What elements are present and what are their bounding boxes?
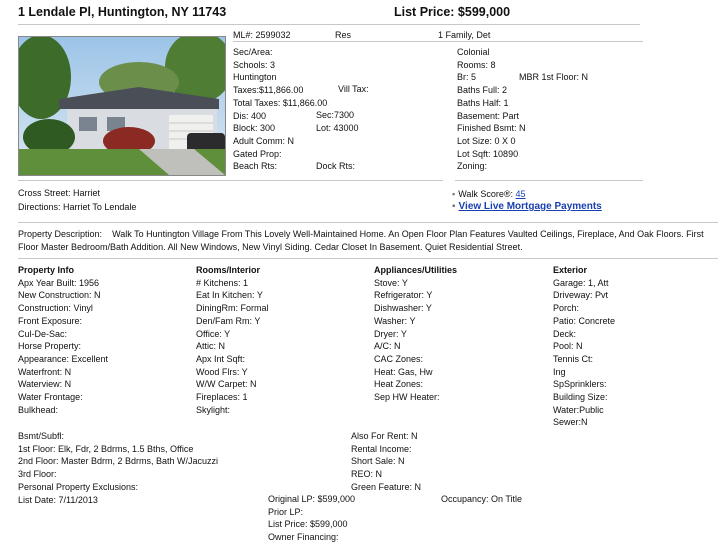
list-item: 3rd Floor: (18, 469, 57, 480)
list-item: Waterfront: N (18, 366, 72, 377)
list-item: Wood Flrs: Y (196, 366, 248, 377)
list-item: Also For Rent: N (351, 431, 418, 441)
detail-row: Adult Comm: N (233, 135, 295, 146)
property-photo (18, 36, 226, 176)
list-item: SpSprinklers: (553, 379, 607, 390)
list-item: List Price: $599,000 (268, 519, 348, 530)
detail-row: Baths Full: 2 (457, 85, 508, 96)
list-item: Owner Financing: (268, 532, 339, 543)
list-item: Ing (553, 366, 566, 377)
header-divider (18, 24, 640, 25)
listing-details-right (457, 46, 526, 173)
dock-rights: Dock Rts: (316, 161, 356, 171)
walk-score-link[interactable]: 45 (515, 189, 526, 199)
detail-row: Taxes:$11,866.00 (233, 85, 304, 96)
section-title: Appliances/Utilities (374, 265, 458, 275)
list-item: New Construction: N (18, 290, 101, 301)
list-item: Front Exposure: (18, 315, 83, 326)
list-item: Horse Property: (18, 341, 82, 352)
property-info-section (18, 264, 108, 416)
directions: Directions: Harriet To Lendale (18, 202, 137, 212)
bullet-icon: ▪ (452, 201, 456, 212)
mortgage-row (452, 201, 602, 212)
list-item: Waterview: N (18, 379, 72, 390)
detail-row: Br: 5 (457, 72, 477, 83)
list-item: Cul-De-Sac: (18, 328, 68, 339)
list-item: Rental Income: (351, 443, 412, 454)
list-item: Patio: Concrete (553, 315, 616, 326)
listing-details-left (233, 46, 327, 173)
list-item: Stove: Y (374, 277, 408, 288)
property-address: 1 Lendale Pl, Huntington, NY 11743 (18, 5, 227, 19)
occupancy: Occupancy: On Title (441, 494, 523, 504)
list-item: DiningRm: Formal (196, 303, 269, 314)
list-item: 1st Floor: Elk, Fdr, 2 Bdrms, 1.5 Bths, Office (18, 443, 194, 454)
list-item: Refrigerator: Y (374, 290, 433, 301)
list-item: Sewer:N (553, 417, 588, 428)
description-divider (18, 222, 718, 223)
cross-street: Cross Street: Harriet (18, 188, 101, 198)
cross-divider-left (18, 180, 443, 181)
bullet-icon: ▪ (452, 189, 456, 199)
list-item: Skylight: (196, 404, 231, 415)
rooms-interior-section (196, 264, 269, 416)
cross-divider-right (455, 180, 643, 181)
property-description (18, 228, 718, 253)
list-item: Personal Property Exclusions: (18, 481, 139, 492)
list-item: Dryer: Y (374, 328, 407, 339)
detail-row: Block: 300 (233, 123, 276, 134)
list-item: Appearance: Excellent (18, 353, 109, 364)
list-item: Washer: Y (374, 315, 416, 326)
list-item: Den/Fam Rm: Y (196, 315, 261, 326)
detail-row: Basement: Part (457, 110, 520, 121)
list-item: Green Feature: N (351, 481, 422, 492)
list-item: Porch: (553, 303, 580, 314)
ml-number: ML#: 2599032 (233, 30, 291, 40)
list-item: List Date: 7/11/2013 (18, 494, 98, 505)
rental-section (351, 430, 421, 494)
mbr-first-floor: MBR 1st Floor: N (519, 72, 589, 82)
detail-row: Gated Prop: (233, 148, 282, 159)
list-item: Apx Int Sqft: (196, 353, 246, 364)
list-item: Attic: N (196, 341, 226, 352)
detail-row: Zoning: (457, 161, 488, 172)
list-item: Pool: N (553, 341, 583, 352)
list-item: Bsmt/Subfl: (18, 431, 65, 441)
detail-row: Colonial (457, 47, 490, 57)
list-item: Tennis Ct: (553, 353, 594, 364)
detail-row: Finished Bsmt: N (457, 123, 526, 134)
exterior-section (553, 264, 615, 429)
detail-row: Total Taxes: $11,866.00 (233, 97, 328, 108)
list-item: Construction: Vinyl (18, 303, 93, 314)
list-item: Dishwasher: Y (374, 303, 432, 314)
list-item: REO: N (351, 469, 383, 480)
walk-score: ▪ Walk Score®: 45 (452, 189, 526, 199)
list-item: A/C: N (374, 341, 401, 352)
list-item: Building Size: (553, 392, 608, 403)
village-tax: Vill Tax: (338, 84, 369, 94)
floors-section (18, 430, 218, 506)
list-item: Heat: Gas, Hw (374, 366, 433, 377)
detail-row: Rooms: 8 (457, 59, 496, 70)
res-type: Res (335, 30, 352, 40)
list-item: W/W Carpet: N (196, 379, 257, 390)
list-item: Prior LP: (268, 506, 304, 517)
list-item: Sep HW Heater: (374, 392, 440, 403)
list-item: Original LP: $599,000 (268, 494, 356, 504)
list-item: Fireplaces: 1 (196, 392, 248, 403)
appliances-utilities-section (374, 264, 457, 404)
list-item: Office: Y (196, 328, 231, 339)
list-item: 2nd Floor: Master Bdrm, 2 Bdrms, Bath W/Jacuzzi (18, 456, 219, 467)
pricing-section (268, 493, 355, 544)
detail-row: Dis: 400 (233, 110, 267, 121)
detail-row: Schools: 3 (233, 59, 276, 70)
list-item: Water:Public (553, 404, 604, 415)
mortgage-payments-link[interactable]: View Live Mortgage Payments (458, 201, 602, 212)
list-item: # Kitchens: 1 (196, 277, 249, 288)
lot-number: Lot: 43000 (316, 123, 359, 133)
detail-row: Lot Size: 0 X 0 (457, 135, 516, 146)
section-title: Rooms/Interior (196, 265, 261, 275)
detail-row: Beach Rts: (233, 161, 278, 172)
dwelling-type: 1 Family, Det (438, 30, 491, 40)
features-divider (18, 258, 718, 259)
section-title: Property Info (18, 265, 75, 275)
list-item: Apx Year Built: 1956 (18, 277, 100, 288)
list-item: Short Sale: N (351, 456, 405, 467)
list-item: Bulkhead: (18, 404, 59, 415)
list-price-header: List Price: $599,000 (394, 5, 511, 19)
list-item: CAC Zones: (374, 353, 424, 364)
list-item: Water Frontage: (18, 392, 83, 403)
detail-row: Sec/Area: (233, 47, 273, 57)
list-item: Eat In Kitchen: Y (196, 290, 263, 301)
detail-row: Lot Sqft: 10890 (457, 148, 519, 159)
list-item: Driveway: Pvt (553, 290, 609, 301)
description-label: Property Description: (18, 229, 103, 239)
summary-divider (233, 41, 643, 42)
section-title: Exterior (553, 265, 588, 275)
detail-row: Baths Half: 1 (457, 97, 509, 108)
list-item: Garage: 1, Att (553, 277, 609, 288)
detail-row: Huntington (233, 72, 277, 83)
list-item: Deck: (553, 328, 577, 339)
section: Sec:7300 (316, 110, 355, 120)
list-item: Heat Zones: (374, 379, 424, 390)
description-text: Walk To Huntington Village From This Lovely Well-Maintained Home. An Open Floor Plan Features Vaulted Ceilings, Fireplace, And Oak Floors. First Floor Master Bedroom/Bath Addition. All New Windows, New Vinyl Siding. Cedar Closet In Basement. Quiet Residential Street. (18, 229, 704, 252)
